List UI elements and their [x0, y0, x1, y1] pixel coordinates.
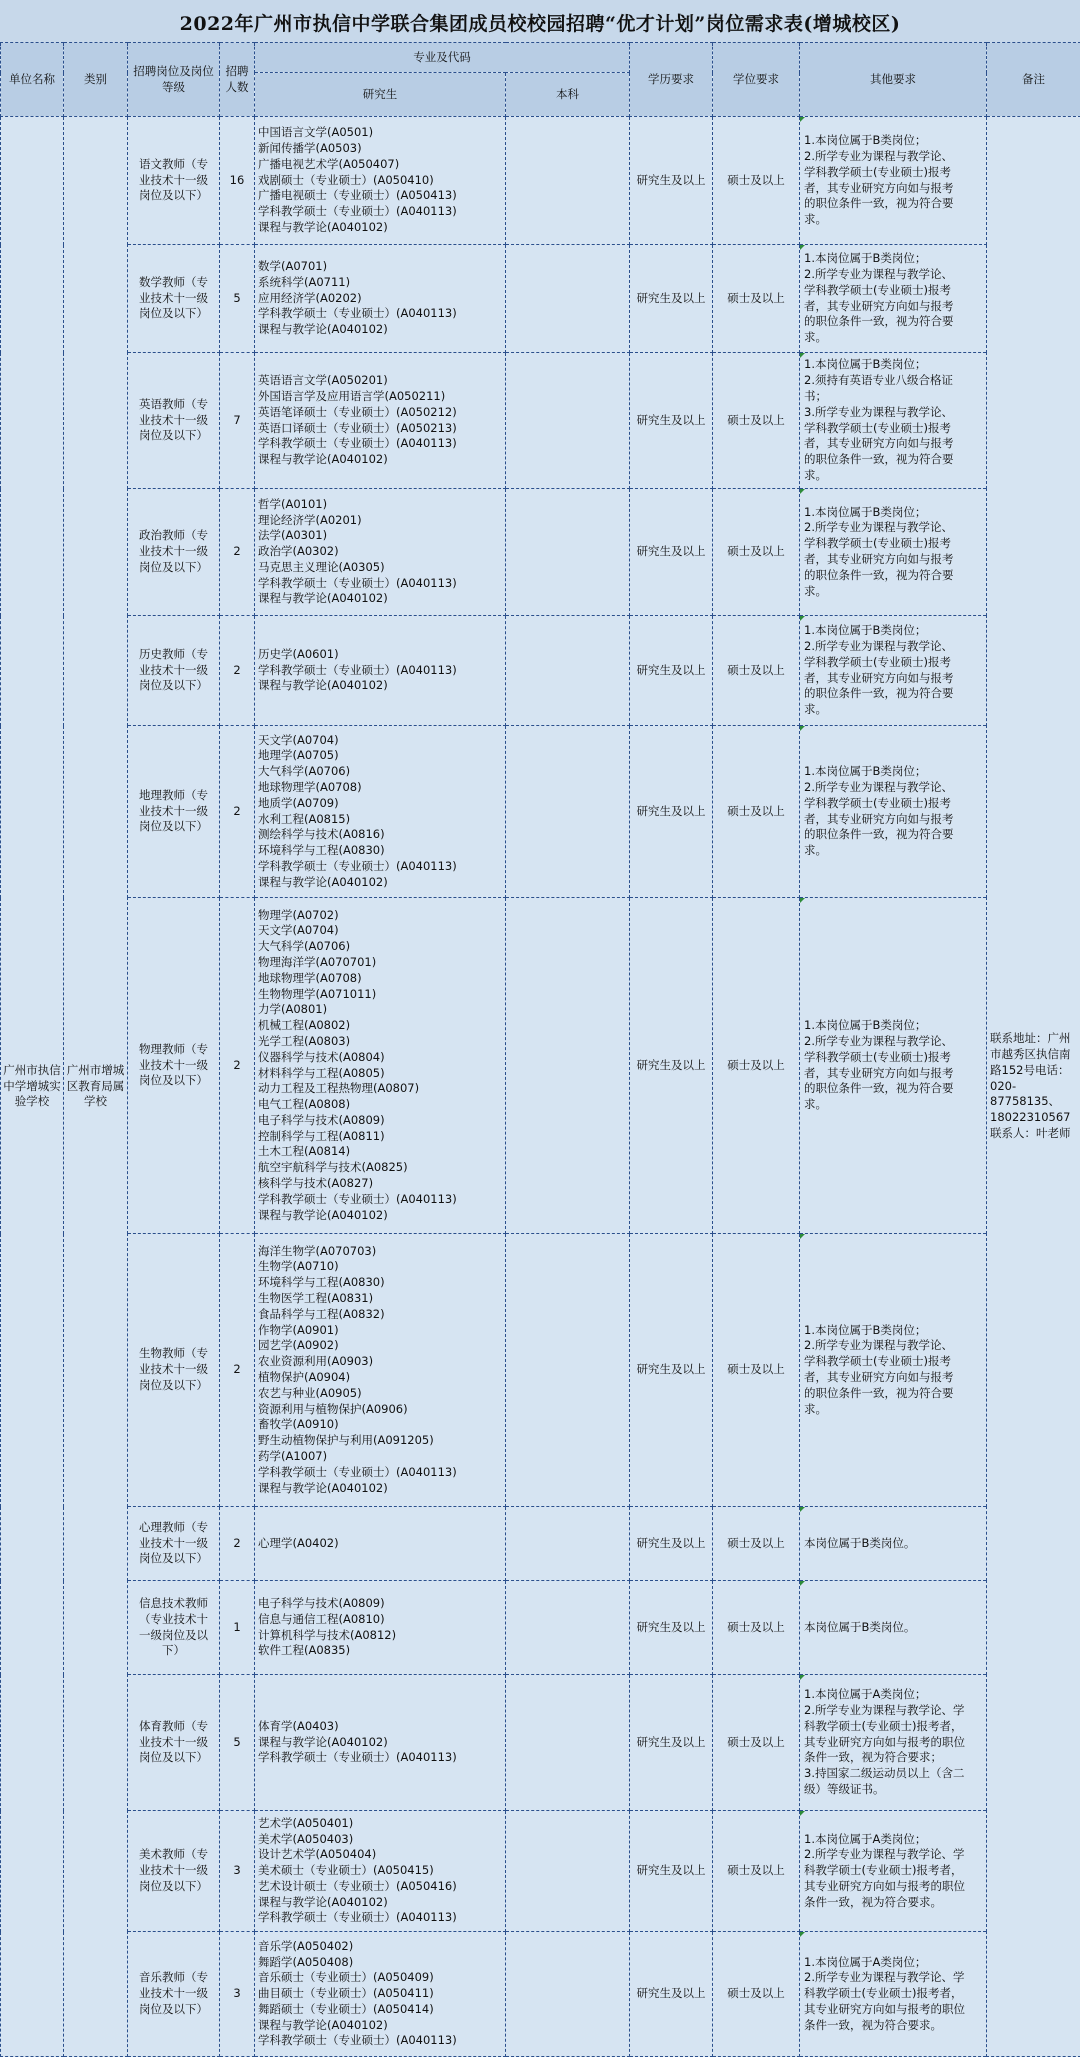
other-requirements-cell	[800, 245, 987, 353]
table-row	[1, 1811, 1080, 1932]
requirement-line: 3.所学专业为课程与教学论、	[804, 405, 984, 421]
header-remark: 备注	[987, 43, 1080, 117]
requirement-line: 者，其专业研究方向如与报考	[804, 299, 984, 315]
requirement-line: 2.所学专业为课程与教学论、学	[804, 1970, 984, 1986]
requirement-line: 2.所学专业为课程与教学论、	[804, 267, 984, 283]
position-cell: 政治教师（专业技术十一级岗位及以下）	[128, 489, 220, 616]
table-row	[1, 898, 1080, 1234]
other-requirements-cell	[800, 117, 987, 245]
count-cell: 7	[220, 353, 255, 489]
major-item: 农艺与种业(A0905)	[258, 1386, 503, 1402]
header-graduate: 研究生	[255, 73, 506, 117]
table-row	[1, 1581, 1080, 1675]
major-item: 英语语言文学(A050201)	[258, 373, 503, 389]
degree-cell: 硕士及以上	[713, 726, 800, 898]
major-item: 作物学(A0901)	[258, 1323, 503, 1339]
major-item: 舞蹈硕士（专业硕士）(A050414)	[258, 2002, 503, 2018]
other-requirements-cell	[800, 1507, 987, 1581]
major-item: 环境科学与工程(A0830)	[258, 1275, 503, 1291]
requirement-line: 者，其专业研究方向如与报考	[804, 1370, 984, 1386]
requirement-line: 求。	[804, 843, 984, 859]
major-item: 资源利用与植物保护(A0906)	[258, 1402, 503, 1418]
major-item: 测绘科学与技术(A0816)	[258, 827, 503, 843]
major-item: 法学(A0301)	[258, 528, 503, 544]
table-row	[1, 353, 1080, 489]
degree-cell: 硕士及以上	[713, 898, 800, 1234]
position-cell: 心理教师（专业技术十一级岗位及以下）	[128, 1507, 220, 1581]
major-item: 英语笔译硕士（专业硕士）(A050212)	[258, 405, 503, 421]
major-item: 舞蹈学(A050408)	[258, 1955, 503, 1971]
requirement-line: 学科教学硕士(专业硕士)报考	[804, 165, 984, 181]
count-cell: 5	[220, 245, 255, 353]
undergraduate-cell	[506, 898, 630, 1234]
degree-cell: 硕士及以上	[713, 1932, 800, 2057]
other-requirements-cell	[800, 898, 987, 1234]
graduate-majors-cell	[255, 1581, 506, 1675]
graduate-majors-cell	[255, 616, 506, 726]
major-item: 植物保护(A0904)	[258, 1370, 503, 1386]
degree-cell: 硕士及以上	[713, 1234, 800, 1507]
major-item: 学科教学硕士（专业硕士）(A040113)	[258, 1192, 503, 1208]
requirement-line: 学科教学硕士(专业硕士)报考	[804, 1354, 984, 1370]
major-item: 海洋生物学(A070703)	[258, 1244, 503, 1260]
requirement-line: 的职位条件一致，视为符合要	[804, 1081, 984, 1097]
header-degree: 学位要求	[713, 43, 800, 117]
requirement-line: 者，其专业研究方向如与报考	[804, 671, 984, 687]
major-item: 艺术学(A050401)	[258, 1816, 503, 1832]
major-item: 畜牧学(A0910)	[258, 1417, 503, 1433]
requirement-line: 科教学硕士(专业硕士)报考者，	[804, 1719, 984, 1735]
other-requirements-cell	[800, 1234, 987, 1507]
requirement-line: 1.本岗位属于B类岗位；	[804, 1323, 984, 1339]
major-item: 曲目硕士（专业硕士）(A050411)	[258, 1986, 503, 2002]
requirement-line: 本岗位属于B类岗位。	[804, 1620, 984, 1636]
graduate-majors-cell	[255, 1811, 506, 1932]
major-item: 食品科学与工程(A0832)	[258, 1307, 503, 1323]
count-cell: 2	[220, 726, 255, 898]
undergraduate-cell	[506, 245, 630, 353]
major-item: 土木工程(A0814)	[258, 1144, 503, 1160]
other-requirements-cell	[800, 1581, 987, 1675]
count-cell: 2	[220, 1234, 255, 1507]
requirement-line: 的职位条件一致，视为符合要	[804, 568, 984, 584]
undergraduate-cell	[506, 1234, 630, 1507]
major-item: 马克思主义理论(A0305)	[258, 560, 503, 576]
major-item: 控制科学与工程(A0811)	[258, 1129, 503, 1145]
major-item: 水利工程(A0815)	[258, 812, 503, 828]
education-cell: 研究生及以上	[630, 489, 713, 616]
count-cell: 2	[220, 616, 255, 726]
degree-cell: 硕士及以上	[713, 245, 800, 353]
requirement-line: 1.本岗位属于B类岗位；	[804, 357, 984, 373]
major-item: 哲学(A0101)	[258, 497, 503, 513]
requirement-line: 3.持国家二级运动员以上（含二	[804, 1766, 984, 1782]
other-requirements-cell	[800, 1932, 987, 2057]
graduate-majors-cell	[255, 898, 506, 1234]
major-item: 农业资源利用(A0903)	[258, 1354, 503, 1370]
requirement-line: 1.本岗位属于B类岗位；	[804, 1018, 984, 1034]
positions-table	[0, 42, 1080, 2057]
position-cell: 信息技术教师（专业技术十一级岗位及以下）	[128, 1581, 220, 1675]
requirement-line: 2.所学专业为课程与教学论、学	[804, 1703, 984, 1719]
count-cell: 2	[220, 1507, 255, 1581]
requirement-line: 者，其专业研究方向如与报考	[804, 181, 984, 197]
unit-name-cell: 广州市执信中学增城实验学校	[1, 117, 64, 2057]
header-count: 招聘人数	[220, 43, 255, 117]
requirement-line: 2.所学专业为课程与教学论、	[804, 149, 984, 165]
major-item: 美术学(A050403)	[258, 1832, 503, 1848]
major-item: 计算机科学与技术(A0812)	[258, 1628, 503, 1644]
graduate-majors-cell	[255, 245, 506, 353]
requirement-line: 求。	[804, 702, 984, 718]
major-item: 理论经济学(A0201)	[258, 513, 503, 529]
major-item: 生物学(A0710)	[258, 1259, 503, 1275]
education-cell: 研究生及以上	[630, 1932, 713, 2057]
table-row	[1, 245, 1080, 353]
major-item: 外国语言学及应用语言学(A050211)	[258, 389, 503, 405]
undergraduate-cell	[506, 1507, 630, 1581]
requirement-line: 求。	[804, 330, 984, 346]
major-item: 课程与教学论(A040102)	[258, 875, 503, 891]
graduate-majors-cell	[255, 1234, 506, 1507]
requirement-line: 2.须持有英语专业八级合格证	[804, 373, 984, 389]
graduate-majors-cell	[255, 1932, 506, 2057]
header-position: 招聘岗位及岗位等级	[128, 43, 220, 117]
requirement-line: 1.本岗位属于B类岗位；	[804, 251, 984, 267]
major-item: 课程与教学论(A040102)	[258, 1735, 503, 1751]
undergraduate-cell	[506, 1675, 630, 1811]
count-cell: 1	[220, 1581, 255, 1675]
other-requirements-cell	[800, 353, 987, 489]
degree-cell: 硕士及以上	[713, 1581, 800, 1675]
major-item: 核科学与技术(A0827)	[258, 1176, 503, 1192]
requirement-line: 1.本岗位属于B类岗位；	[804, 133, 984, 149]
requirement-line: 2.所学专业为课程与教学论、	[804, 639, 984, 655]
education-cell: 研究生及以上	[630, 1675, 713, 1811]
education-cell: 研究生及以上	[630, 353, 713, 489]
table-row	[1, 616, 1080, 726]
major-item: 音乐学(A050402)	[258, 1939, 503, 1955]
requirement-line: 学科教学硕士(专业硕士)报考	[804, 796, 984, 812]
requirement-line: 求。	[804, 468, 984, 484]
major-item: 野生动植物保护与利用(A091205)	[258, 1433, 503, 1449]
requirement-line: 1.本岗位属于B类岗位；	[804, 764, 984, 780]
education-cell: 研究生及以上	[630, 1507, 713, 1581]
requirement-line: 的职位条件一致，视为符合要	[804, 314, 984, 330]
major-item: 中国语言文学(A0501)	[258, 125, 503, 141]
requirement-line: 书；	[804, 389, 984, 405]
requirement-line: 学科教学硕士(专业硕士)报考	[804, 655, 984, 671]
major-item: 药学(A1007)	[258, 1449, 503, 1465]
major-item: 课程与教学论(A040102)	[258, 220, 503, 236]
major-item: 课程与教学论(A040102)	[258, 1208, 503, 1224]
table-row	[1, 1932, 1080, 2057]
other-requirements-cell	[800, 616, 987, 726]
major-item: 力学(A0801)	[258, 1002, 503, 1018]
major-item: 仪器科学与技术(A0804)	[258, 1050, 503, 1066]
count-cell: 16	[220, 117, 255, 245]
major-item: 地球物理学(A0708)	[258, 971, 503, 987]
table-row	[1, 726, 1080, 898]
major-item: 学科教学硕士（专业硕士）(A040113)	[258, 436, 503, 452]
table-row	[1, 1507, 1080, 1581]
major-item: 课程与教学论(A040102)	[258, 1481, 503, 1497]
requirement-line: 科教学硕士(专业硕士)报考者，	[804, 1986, 984, 2002]
category-cell: 广州市增城区教育局属学校	[64, 117, 128, 2057]
degree-cell: 硕士及以上	[713, 117, 800, 245]
position-cell: 数学教师（专业技术十一级岗位及以下）	[128, 245, 220, 353]
requirement-line: 其专业研究方向如与报考的职位	[804, 2002, 984, 2018]
header-undergraduate: 本科	[506, 73, 630, 117]
major-item: 生物物理学(A071011)	[258, 987, 503, 1003]
requirement-line: 者，其专业研究方向如与报考	[804, 436, 984, 452]
major-item: 新闻传播学(A0503)	[258, 141, 503, 157]
major-item: 电气工程(A0808)	[258, 1097, 503, 1113]
requirement-line: 条件一致，视为符合要求。	[804, 1895, 984, 1911]
undergraduate-cell	[506, 1811, 630, 1932]
education-cell: 研究生及以上	[630, 616, 713, 726]
remark-cell: 联系地址：广州市越秀区执信南路152号电话：020-87758135、18022310567联系人：叶老师	[987, 117, 1080, 2057]
education-cell: 研究生及以上	[630, 726, 713, 898]
major-item: 材料科学与工程(A0805)	[258, 1066, 503, 1082]
major-item: 电子科学与技术(A0809)	[258, 1596, 503, 1612]
major-item: 课程与教学论(A040102)	[258, 591, 503, 607]
education-cell: 研究生及以上	[630, 245, 713, 353]
undergraduate-cell	[506, 1932, 630, 2057]
major-item: 课程与教学论(A040102)	[258, 322, 503, 338]
major-item: 大气科学(A0706)	[258, 939, 503, 955]
count-cell: 2	[220, 489, 255, 616]
major-item: 课程与教学论(A040102)	[258, 678, 503, 694]
requirement-line: 学科教学硕士(专业硕士)报考	[804, 283, 984, 299]
major-item: 学科教学硕士（专业硕士）(A040113)	[258, 576, 503, 592]
other-requirements-cell	[800, 1811, 987, 1932]
degree-cell: 硕士及以上	[713, 616, 800, 726]
requirement-line: 1.本岗位属于A类岗位；	[804, 1955, 984, 1971]
header-unit: 单位名称	[1, 43, 64, 117]
degree-cell: 硕士及以上	[713, 489, 800, 616]
undergraduate-cell	[506, 726, 630, 898]
degree-cell: 硕士及以上	[713, 353, 800, 489]
major-item: 心理学(A0402)	[258, 1536, 503, 1552]
major-item: 课程与教学论(A040102)	[258, 1895, 503, 1911]
position-cell: 地理教师（专业技术十一级岗位及以下）	[128, 726, 220, 898]
major-item: 地球物理学(A0708)	[258, 780, 503, 796]
requirement-line: 其专业研究方向如与报考的职位	[804, 1879, 984, 1895]
table-row	[1, 1675, 1080, 1811]
major-item: 系统科学(A0711)	[258, 275, 503, 291]
major-item: 美术硕士（专业硕士）(A050415)	[258, 1863, 503, 1879]
undergraduate-cell	[506, 353, 630, 489]
major-item: 学科教学硕士（专业硕士）(A040113)	[258, 2033, 503, 2049]
major-item: 广播电视硕士（专业硕士）(A050413)	[258, 188, 503, 204]
major-item: 物理海洋学(A070701)	[258, 955, 503, 971]
position-cell: 英语教师（专业技术十一级岗位及以下）	[128, 353, 220, 489]
major-item: 学科教学硕士（专业硕士）(A040113)	[258, 859, 503, 875]
table-row	[1, 117, 1080, 245]
major-item: 园艺学(A0902)	[258, 1338, 503, 1354]
degree-cell: 硕士及以上	[713, 1675, 800, 1811]
position-cell: 语文教师（专业技术十一级岗位及以下）	[128, 117, 220, 245]
requirement-line: 1.本岗位属于A类岗位；	[804, 1832, 984, 1848]
header-education: 学历要求	[630, 43, 713, 117]
requirement-line: 的职位条件一致，视为符合要	[804, 686, 984, 702]
requirement-line: 求。	[804, 1402, 984, 1418]
position-cell: 物理教师（专业技术十一级岗位及以下）	[128, 898, 220, 1234]
header-major-code: 专业及代码	[255, 43, 630, 73]
major-item: 设计艺术学(A050404)	[258, 1847, 503, 1863]
major-item: 音乐硕士（专业硕士）(A050409)	[258, 1970, 503, 1986]
table-row	[1, 489, 1080, 616]
education-cell: 研究生及以上	[630, 898, 713, 1234]
major-item: 学科教学硕士（专业硕士）(A040113)	[258, 1750, 503, 1766]
requirement-line: 者，其专业研究方向如与报考	[804, 1066, 984, 1082]
degree-cell: 硕士及以上	[713, 1811, 800, 1932]
requirement-line: 本岗位属于B类岗位。	[804, 1536, 984, 1552]
requirement-line: 者，其专业研究方向如与报考	[804, 812, 984, 828]
education-cell: 研究生及以上	[630, 117, 713, 245]
requirement-line: 的职位条件一致，视为符合要	[804, 1386, 984, 1402]
major-item: 动力工程及工程热物理(A0807)	[258, 1081, 503, 1097]
other-requirements-cell	[800, 1675, 987, 1811]
major-item: 数学(A0701)	[258, 259, 503, 275]
graduate-majors-cell	[255, 1507, 506, 1581]
undergraduate-cell	[506, 1581, 630, 1675]
major-item: 电子科学与技术(A0809)	[258, 1113, 503, 1129]
major-item: 广播电视艺术学(A050407)	[258, 157, 503, 173]
requirement-line: 学科教学硕士(专业硕士)报考	[804, 536, 984, 552]
requirement-line: 2.所学专业为课程与教学论、学	[804, 1847, 984, 1863]
graduate-majors-cell	[255, 353, 506, 489]
graduate-majors-cell	[255, 726, 506, 898]
undergraduate-cell	[506, 616, 630, 726]
count-cell: 3	[220, 1932, 255, 2057]
graduate-majors-cell	[255, 489, 506, 616]
requirement-line: 其专业研究方向如与报考的职位	[804, 1735, 984, 1751]
requirement-line: 的职位条件一致，视为符合要	[804, 452, 984, 468]
other-requirements-cell	[800, 726, 987, 898]
count-cell: 3	[220, 1811, 255, 1932]
education-cell: 研究生及以上	[630, 1581, 713, 1675]
requirement-line: 条件一致，视为符合要求。	[804, 2018, 984, 2034]
major-item: 软件工程(A0835)	[258, 1643, 503, 1659]
education-cell: 研究生及以上	[630, 1811, 713, 1932]
major-item: 航空宇航科学与技术(A0825)	[258, 1160, 503, 1176]
position-cell: 音乐教师（专业技术十一级岗位及以下）	[128, 1932, 220, 2057]
requirement-line: 的职位条件一致，视为符合要	[804, 827, 984, 843]
header-other: 其他要求	[800, 43, 987, 117]
major-item: 学科教学硕士（专业硕士）(A040113)	[258, 1465, 503, 1481]
major-item: 学科教学硕士（专业硕士）(A040113)	[258, 1910, 503, 1926]
major-item: 艺术设计硕士（专业硕士）(A050416)	[258, 1879, 503, 1895]
position-cell: 体育教师（专业技术十一级岗位及以下）	[128, 1675, 220, 1811]
count-cell: 2	[220, 898, 255, 1234]
major-item: 课程与教学论(A040102)	[258, 452, 503, 468]
undergraduate-cell	[506, 489, 630, 616]
major-item: 英语口译硕士（专业硕士）(A050213)	[258, 421, 503, 437]
requirement-line: 学科教学硕士(专业硕士)报考	[804, 1050, 984, 1066]
major-item: 政治学(A0302)	[258, 544, 503, 560]
position-cell: 生物教师（专业技术十一级岗位及以下）	[128, 1234, 220, 1507]
major-item: 应用经济学(A0202)	[258, 291, 503, 307]
major-item: 光学工程(A0803)	[258, 1034, 503, 1050]
requirement-line: 2.所学专业为课程与教学论、	[804, 780, 984, 796]
count-cell: 5	[220, 1675, 255, 1811]
major-item: 天文学(A0704)	[258, 733, 503, 749]
major-item: 大气科学(A0706)	[258, 764, 503, 780]
position-cell: 美术教师（专业技术十一级岗位及以下）	[128, 1811, 220, 1932]
major-item: 信息与通信工程(A0810)	[258, 1612, 503, 1628]
requirement-line: 者，其专业研究方向如与报考	[804, 552, 984, 568]
graduate-majors-cell	[255, 117, 506, 245]
table-row	[1, 1234, 1080, 1507]
major-item: 历史学(A0601)	[258, 647, 503, 663]
major-item: 戏剧硕士（专业硕士）(A050410)	[258, 173, 503, 189]
table-body	[1, 117, 1080, 2057]
requirement-line: 1.本岗位属于B类岗位；	[804, 623, 984, 639]
education-cell: 研究生及以上	[630, 1234, 713, 1507]
major-item: 地质学(A0709)	[258, 796, 503, 812]
major-item: 学科教学硕士（专业硕士）(A040113)	[258, 663, 503, 679]
major-item: 环境科学与工程(A0830)	[258, 843, 503, 859]
graduate-majors-cell	[255, 1675, 506, 1811]
requirement-line: 求。	[804, 212, 984, 228]
requirement-line: 的职位条件一致，视为符合要	[804, 196, 984, 212]
requirement-line: 2.所学专业为课程与教学论、	[804, 1338, 984, 1354]
major-item: 学科教学硕士（专业硕士）(A040113)	[258, 204, 503, 220]
requirement-line: 科教学硕士(专业硕士)报考者，	[804, 1863, 984, 1879]
requirement-line: 求。	[804, 584, 984, 600]
page-title: 2022年广州市执信中学联合集团成员校校园招聘“优才计划”岗位需求表(增城校区)	[0, 0, 1080, 46]
requirement-line: 1.本岗位属于A类岗位；	[804, 1687, 984, 1703]
undergraduate-cell	[506, 117, 630, 245]
requirement-line: 学科教学硕士(专业硕士)报考	[804, 421, 984, 437]
major-item: 天文学(A0704)	[258, 923, 503, 939]
requirement-line: 条件一致，视为符合要求；	[804, 1750, 984, 1766]
requirement-line: 1.本岗位属于B类岗位；	[804, 505, 984, 521]
major-item: 生物医学工程(A0831)	[258, 1291, 503, 1307]
requirement-line: 级）等级证书。	[804, 1782, 984, 1798]
major-item: 学科教学硕士（专业硕士）(A040113)	[258, 306, 503, 322]
requirement-line: 求。	[804, 1097, 984, 1113]
degree-cell: 硕士及以上	[713, 1507, 800, 1581]
header-category: 类别	[64, 43, 128, 117]
requirement-line: 2.所学专业为课程与教学论、	[804, 520, 984, 536]
major-item: 地理学(A0705)	[258, 748, 503, 764]
major-item: 课程与教学论(A040102)	[258, 2018, 503, 2034]
major-item: 体育学(A0403)	[258, 1719, 503, 1735]
position-cell: 历史教师（专业技术十一级岗位及以下）	[128, 616, 220, 726]
major-item: 物理学(A0702)	[258, 908, 503, 924]
other-requirements-cell	[800, 489, 987, 616]
major-item: 机械工程(A0802)	[258, 1018, 503, 1034]
requirement-line: 2.所学专业为课程与教学论、	[804, 1034, 984, 1050]
